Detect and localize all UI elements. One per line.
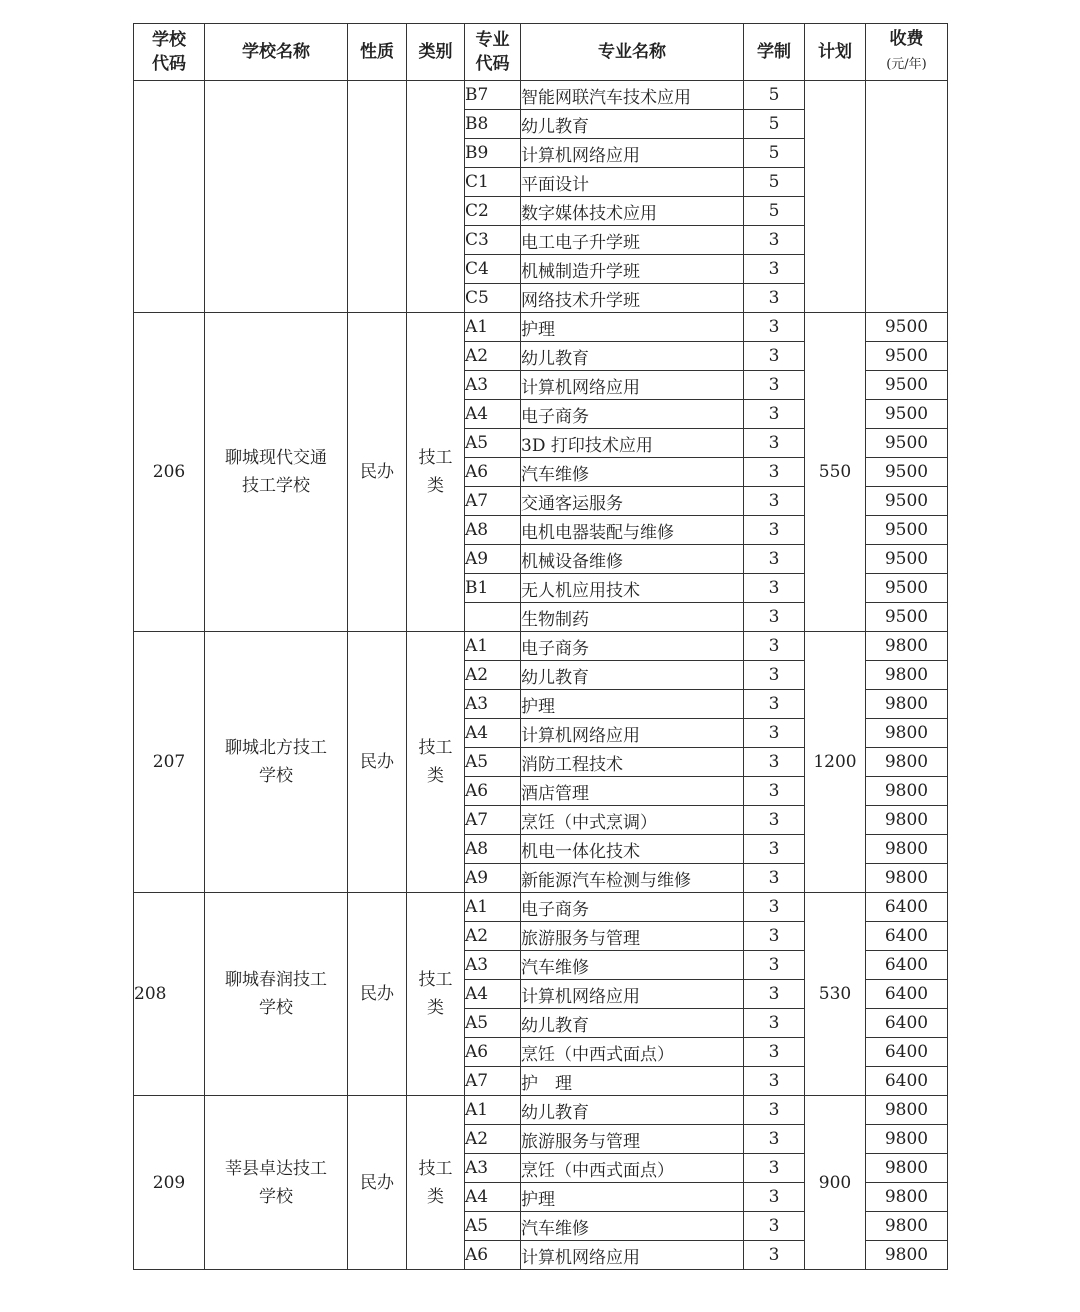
cont-fee <box>866 81 948 313</box>
fee: 6400 <box>866 951 948 980</box>
duration: 3 <box>744 748 805 777</box>
duration: 5 <box>744 81 805 110</box>
duration: 5 <box>744 139 805 168</box>
school-plan: 1200 <box>805 632 866 893</box>
fee: 9800 <box>866 777 948 806</box>
major-name: 生物制药 <box>521 603 744 632</box>
duration: 3 <box>744 1241 805 1270</box>
fee: 9800 <box>866 1183 948 1212</box>
duration: 3 <box>744 1067 805 1096</box>
major-name: 消防工程技术 <box>521 748 744 777</box>
header-fee: 收费 (元/年) <box>866 24 948 81</box>
major-code: C2 <box>465 197 521 226</box>
duration: 3 <box>744 806 805 835</box>
major-code: A2 <box>465 1125 521 1154</box>
major-code: A2 <box>465 661 521 690</box>
major-code <box>465 603 521 632</box>
major-code: C5 <box>465 284 521 313</box>
fee: 9800 <box>866 1125 948 1154</box>
major-name: 汽车维修 <box>521 1212 744 1241</box>
major-code: A9 <box>465 864 521 893</box>
fee: 6400 <box>866 922 948 951</box>
school-name-cell <box>205 893 348 1096</box>
school-category: 技工类 <box>418 970 453 1018</box>
major-code: A7 <box>465 487 521 516</box>
fee: 6400 <box>866 893 948 922</box>
major-name: 电子商务 <box>521 893 744 922</box>
duration: 3 <box>744 1183 805 1212</box>
major-name: 数字媒体技术应用 <box>521 197 744 226</box>
major-code: A8 <box>465 835 521 864</box>
fee: 9500 <box>866 516 948 545</box>
fee: 9800 <box>866 748 948 777</box>
table-row <box>134 313 948 342</box>
major-name: 电子商务 <box>521 632 744 661</box>
school-name-cell <box>205 1096 348 1270</box>
duration: 3 <box>744 458 805 487</box>
school-name: 聊城北方技工学校 <box>225 738 327 786</box>
cont-school-name <box>205 81 348 313</box>
major-name: 烹饪（中式烹调） <box>521 806 744 835</box>
duration: 3 <box>744 313 805 342</box>
duration: 3 <box>744 255 805 284</box>
major-code: A4 <box>465 980 521 1009</box>
major-code: A1 <box>465 313 521 342</box>
major-name: 汽车维修 <box>521 458 744 487</box>
major-name: 护理 <box>521 690 744 719</box>
fee: 9800 <box>866 632 948 661</box>
major-name: 烹饪（中西式面点） <box>521 1154 744 1183</box>
school-category-cell <box>407 1096 465 1270</box>
major-name: 电子商务 <box>521 400 744 429</box>
major-name: 护理 <box>521 313 744 342</box>
major-name: 幼儿教育 <box>521 661 744 690</box>
fee: 9500 <box>866 429 948 458</box>
major-code: A5 <box>465 429 521 458</box>
major-code: A4 <box>465 719 521 748</box>
duration: 3 <box>744 1096 805 1125</box>
fee: 9800 <box>866 690 948 719</box>
school-category-cell <box>407 893 465 1096</box>
school-nature: 民办 <box>348 313 407 632</box>
duration: 3 <box>744 1125 805 1154</box>
school-name-cell <box>205 632 348 893</box>
major-code: A4 <box>465 1183 521 1212</box>
major-code: A7 <box>465 806 521 835</box>
fee: 9800 <box>866 719 948 748</box>
duration: 3 <box>744 429 805 458</box>
table-row <box>134 632 948 661</box>
duration: 3 <box>744 1038 805 1067</box>
school-code: 209 <box>134 1096 205 1270</box>
enrollment-table <box>133 23 948 1270</box>
major-name: 机电一体化技术 <box>521 835 744 864</box>
cont-school-code <box>134 81 205 313</box>
header-duration: 学制 <box>744 24 805 81</box>
major-code: A6 <box>465 458 521 487</box>
school-name: 聊城春润技工学校 <box>225 970 327 1018</box>
major-code: A6 <box>465 1241 521 1270</box>
major-name: 智能网联汽车技术应用 <box>521 81 744 110</box>
fee: 6400 <box>866 1038 948 1067</box>
duration: 3 <box>744 777 805 806</box>
major-code: A6 <box>465 1038 521 1067</box>
major-code: A2 <box>465 342 521 371</box>
major-code: A1 <box>465 632 521 661</box>
school-code: 207 <box>134 632 205 893</box>
major-name: 旅游服务与管理 <box>521 1125 744 1154</box>
major-name: 机械制造升学班 <box>521 255 744 284</box>
duration: 3 <box>744 1212 805 1241</box>
duration: 3 <box>744 922 805 951</box>
fee: 6400 <box>866 1009 948 1038</box>
major-code: A5 <box>465 1212 521 1241</box>
major-code: C3 <box>465 226 521 255</box>
fee: 9500 <box>866 545 948 574</box>
table-row <box>134 1096 948 1125</box>
fee: 9800 <box>866 661 948 690</box>
major-code: A1 <box>465 1096 521 1125</box>
table-row <box>134 893 948 922</box>
fee: 9500 <box>866 371 948 400</box>
duration: 3 <box>744 603 805 632</box>
duration: 3 <box>744 835 805 864</box>
header-major-name: 专业名称 <box>521 24 744 81</box>
school-plan: 550 <box>805 313 866 632</box>
major-name: 旅游服务与管理 <box>521 922 744 951</box>
duration: 3 <box>744 719 805 748</box>
duration: 3 <box>744 661 805 690</box>
cont-nature <box>348 81 407 313</box>
major-name: 幼儿教育 <box>521 110 744 139</box>
duration: 5 <box>744 197 805 226</box>
major-name: 网络技术升学班 <box>521 284 744 313</box>
major-name: 计算机网络应用 <box>521 371 744 400</box>
school-name: 聊城现代交通技工学校 <box>225 448 327 496</box>
header-school-code: 学校 代码 <box>134 24 205 81</box>
fee: 9500 <box>866 400 948 429</box>
school-category-cell <box>407 313 465 632</box>
major-code: B8 <box>465 110 521 139</box>
fee: 9800 <box>866 835 948 864</box>
major-name: 计算机网络应用 <box>521 980 744 1009</box>
major-name: 计算机网络应用 <box>521 139 744 168</box>
major-code: A3 <box>465 1154 521 1183</box>
major-name: 电机电器装配与维修 <box>521 516 744 545</box>
major-code: A1 <box>465 893 521 922</box>
school-nature: 民办 <box>348 632 407 893</box>
duration: 3 <box>744 284 805 313</box>
fee: 9500 <box>866 487 948 516</box>
duration: 3 <box>744 545 805 574</box>
school-nature: 民办 <box>348 1096 407 1270</box>
school-name-cell <box>205 313 348 632</box>
major-code: B7 <box>465 81 521 110</box>
major-name: 酒店管理 <box>521 777 744 806</box>
major-name: 机械设备维修 <box>521 545 744 574</box>
major-code: A4 <box>465 400 521 429</box>
major-name: 幼儿教育 <box>521 342 744 371</box>
fee: 9800 <box>866 1241 948 1270</box>
major-code: C1 <box>465 168 521 197</box>
fee: 6400 <box>866 980 948 1009</box>
duration: 3 <box>744 516 805 545</box>
major-code: A5 <box>465 1009 521 1038</box>
major-code: A5 <box>465 748 521 777</box>
major-name: 计算机网络应用 <box>521 1241 744 1270</box>
duration: 3 <box>744 1009 805 1038</box>
major-code: A6 <box>465 777 521 806</box>
duration: 3 <box>744 400 805 429</box>
school-category: 技工类 <box>418 738 453 786</box>
school-category: 技工类 <box>418 448 453 496</box>
cont-plan <box>805 81 866 313</box>
major-code: A3 <box>465 690 521 719</box>
school-nature: 民办 <box>348 893 407 1096</box>
school-plan: 530 <box>805 893 866 1096</box>
school-category: 技工类 <box>418 1158 453 1207</box>
table-body <box>134 81 948 1270</box>
duration: 5 <box>744 168 805 197</box>
fee: 9500 <box>866 313 948 342</box>
major-code: B1 <box>465 574 521 603</box>
major-name: 护 理 <box>521 1067 744 1096</box>
school-category-cell <box>407 632 465 893</box>
fee: 9800 <box>866 1154 948 1183</box>
major-name: 幼儿教育 <box>521 1096 744 1125</box>
major-code: A2 <box>465 922 521 951</box>
fee: 9800 <box>866 1096 948 1125</box>
major-name: 护理 <box>521 1183 744 1212</box>
header-school-name: 学校名称 <box>205 24 348 81</box>
fee: 9500 <box>866 574 948 603</box>
major-code: A9 <box>465 545 521 574</box>
fee: 6400 <box>866 1067 948 1096</box>
school-name: 莘县卓达技工学校 <box>225 1158 327 1207</box>
major-name: 交通客运服务 <box>521 487 744 516</box>
major-name: 新能源汽车检测与维修 <box>521 864 744 893</box>
fee: 9800 <box>866 806 948 835</box>
header-category: 类别 <box>407 24 465 81</box>
school-code: 206 <box>134 313 205 632</box>
major-name: 电工电子升学班 <box>521 226 744 255</box>
duration: 3 <box>744 1154 805 1183</box>
duration: 3 <box>744 342 805 371</box>
major-code: A7 <box>465 1067 521 1096</box>
fee: 9500 <box>866 603 948 632</box>
major-name: 汽车维修 <box>521 951 744 980</box>
major-name: 烹饪（中西式面点） <box>521 1038 744 1067</box>
header-nature: 性质 <box>348 24 407 81</box>
major-name: 平面设计 <box>521 168 744 197</box>
duration: 3 <box>744 574 805 603</box>
major-code: A3 <box>465 951 521 980</box>
major-code: A8 <box>465 516 521 545</box>
school-code: 208 <box>134 893 205 1096</box>
duration: 3 <box>744 371 805 400</box>
header-plan: 计划 <box>805 24 866 81</box>
fee: 9800 <box>866 864 948 893</box>
duration: 3 <box>744 690 805 719</box>
header-row <box>134 24 948 81</box>
major-code: B9 <box>465 139 521 168</box>
fee: 9500 <box>866 458 948 487</box>
duration: 3 <box>744 632 805 661</box>
table-row <box>134 81 948 110</box>
major-code: A3 <box>465 371 521 400</box>
duration: 5 <box>744 110 805 139</box>
major-name: 3D 打印技术应用 <box>521 429 744 458</box>
duration: 3 <box>744 487 805 516</box>
duration: 3 <box>744 226 805 255</box>
fee: 9800 <box>866 1212 948 1241</box>
duration: 3 <box>744 893 805 922</box>
major-code: C4 <box>465 255 521 284</box>
fee: 9500 <box>866 342 948 371</box>
cont-category <box>407 81 465 313</box>
school-plan: 900 <box>805 1096 866 1270</box>
duration: 3 <box>744 951 805 980</box>
major-name: 无人机应用技术 <box>521 574 744 603</box>
duration: 3 <box>744 980 805 1009</box>
duration: 3 <box>744 864 805 893</box>
header-major-code: 专业 代码 <box>465 24 521 81</box>
major-name: 计算机网络应用 <box>521 719 744 748</box>
major-name: 幼儿教育 <box>521 1009 744 1038</box>
